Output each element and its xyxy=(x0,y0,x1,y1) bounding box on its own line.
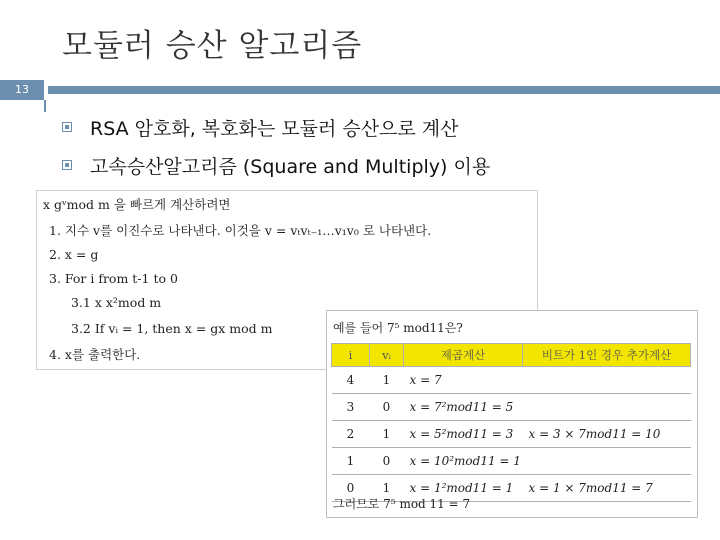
cell-square: x = 7 xyxy=(404,367,523,394)
cell-extra: x = 3 × 7mod11 = 10 xyxy=(523,421,691,448)
cell-square: x = 5²mod11 = 3 xyxy=(404,421,523,448)
cell-v: 1 xyxy=(370,475,404,502)
column-header: i xyxy=(332,344,370,367)
bullet-item xyxy=(60,146,490,184)
cell-square: x = 7²mod11 = 5 xyxy=(404,394,523,421)
table-row xyxy=(332,394,691,421)
cell-i: 3 xyxy=(332,394,370,421)
example-footer: 그러므로 7⁵ mod 11 = 7 xyxy=(333,497,471,511)
algorithm-line: 3.1 x x²mod m xyxy=(71,295,162,310)
algorithm-line: x gᵛmod m 을 빠르게 계산하려면 xyxy=(43,197,231,212)
cell-extra xyxy=(523,448,691,475)
cell-square: x = 1²mod11 = 1 xyxy=(404,475,523,502)
computation-table xyxy=(331,343,691,502)
column-header: 제곱계산 xyxy=(404,344,523,367)
cell-v: 0 xyxy=(370,448,404,475)
algorithm-line: 3.2 If vᵢ = 1, then x = gx mod m xyxy=(71,321,273,336)
square-bullet-icon xyxy=(62,160,72,170)
example-heading: 예를 들어 7⁵ mod11은? xyxy=(333,321,463,335)
cell-i: 4 xyxy=(332,367,370,394)
slide-title: 모듈러 승산 알고리즘 xyxy=(62,28,363,64)
column-header: 비트가 1인 경우 추가계산 xyxy=(523,344,691,367)
cell-extra: x = 1 × 7mod11 = 7 xyxy=(523,475,691,502)
table-row xyxy=(332,421,691,448)
slide-number: 13 xyxy=(0,80,44,100)
cell-v: 1 xyxy=(370,367,404,394)
algorithm-line: 4. x를 출력한다. xyxy=(49,347,141,362)
square-bullet-icon xyxy=(62,122,72,132)
column-header: vᵢ xyxy=(370,344,404,367)
table-row xyxy=(332,367,691,394)
algorithm-line: 2. x = g xyxy=(49,247,99,262)
bullet-item xyxy=(60,108,490,146)
cell-extra xyxy=(523,367,691,394)
cell-extra xyxy=(523,394,691,421)
example-box xyxy=(326,310,698,518)
cell-v: 1 xyxy=(370,421,404,448)
cell-i: 1 xyxy=(332,448,370,475)
cell-i: 2 xyxy=(332,421,370,448)
bullet-text: RSA 암호화, 복호화는 모듈러 승산으로 계산 xyxy=(90,117,459,140)
bullet-list xyxy=(60,108,490,184)
bullet-text: 고속승산알고리즘 (Square and Multiply) 이용 xyxy=(90,155,491,178)
algorithm-line: 1. 지수 v를 이진수로 나타낸다. 이것을 v = vₜvₜ₋₁…v₁v₀ 로 나타낸다. xyxy=(49,223,432,238)
cell-i: 0 xyxy=(332,475,370,502)
title-divider xyxy=(48,86,720,94)
cell-v: 0 xyxy=(370,394,404,421)
table-header-row xyxy=(332,344,691,367)
table-row xyxy=(332,448,691,475)
algorithm-line: 3. For i from t-1 to 0 xyxy=(49,271,178,286)
cell-square: x = 10²mod11 = 1 xyxy=(404,448,523,475)
margin-line xyxy=(44,100,46,112)
